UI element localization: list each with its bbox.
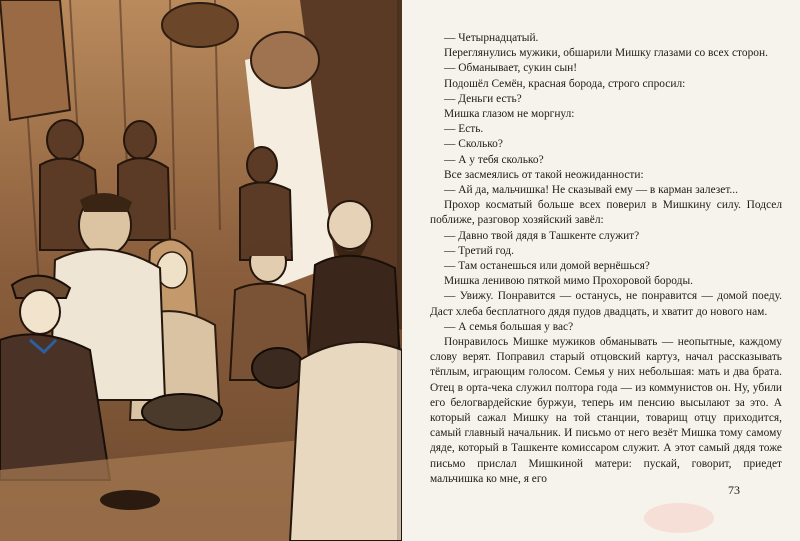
paragraph: — Четырнадцатый. (444, 32, 539, 44)
hanging-sack (251, 32, 319, 88)
paragraph: — А семья большая у вас? (444, 320, 574, 333)
foreground-figure (290, 342, 402, 541)
paragraph: — Там останешься или домой вернёшься? (444, 260, 650, 273)
paragraph: Прохор косматый больше всех поверил в Мишкину силу. Подсел поближе, разговор хозяйский завёл: (430, 199, 782, 227)
paragraph: — Давно твой дядя в Ташкенте служит? (444, 229, 640, 242)
paragraph: Мишка глазом не моргнул: (444, 108, 575, 121)
text-page-right (402, 0, 800, 541)
pot (142, 394, 222, 430)
paragraph: Подошёл Семён, красная борода, строго спросил: (444, 77, 686, 90)
paragraph: Все засмеялись от такой неожиданности: (444, 168, 644, 181)
page-number: 73 (728, 483, 740, 497)
pink-stain-mark (644, 503, 714, 533)
hanging-basket (162, 3, 238, 47)
paragraph: Понравилось Мишке мужиков обманывать — неопытные, каждому слову верят. Поправил старый отцовский картуз, начал рассказывать тёплым, играющим голосом. Семья у них небольшая: мать и два брата. Отец в орта-чека служил полтора года — из коммунистов он. Ну, убили его белогвардейские буржуи, теперь им пенсию высылают за это. А который сажал Мишку на той станции, товарищ отцу приходится, самый главный начальник. И письмо от него везёт Мишка тому самому дяде, который в Ташкенте комиссаром служит. А этот самый дядя тоже письмо прислал Мишкиной матери: пускай, говорит, приедет мальчишка ко мне, я его (430, 336, 782, 485)
paragraph: Мишка ленивою пяткой мимо Прохоровой бороды. (444, 275, 693, 288)
body-text (430, 31, 782, 487)
paragraph: — Третий год. (444, 244, 514, 257)
kettle (252, 348, 304, 388)
paragraph: — Сколько? (444, 138, 503, 151)
paragraph: — А у тебя сколько? (444, 153, 544, 166)
paragraph: — Деньги есть? (444, 92, 522, 105)
shoes (100, 490, 160, 510)
paragraph: — Есть. (444, 123, 484, 136)
paragraph: Переглянулись мужики, обшарили Мишку глазами со всех сторон. (444, 47, 768, 60)
hanging-cloth (0, 0, 70, 120)
paragraph: — Ай да, мальчишка! Не сказывай ему — в карман залезет... (444, 184, 738, 197)
paragraph: — Увижу. Понравится — останусь, не понравится — домой поеду. Даст хлеба бесплатного дядя пудов двадцать, и хватит до нового нам. (430, 290, 782, 318)
paragraph: — Обманывает, сукин сын! (444, 62, 578, 75)
